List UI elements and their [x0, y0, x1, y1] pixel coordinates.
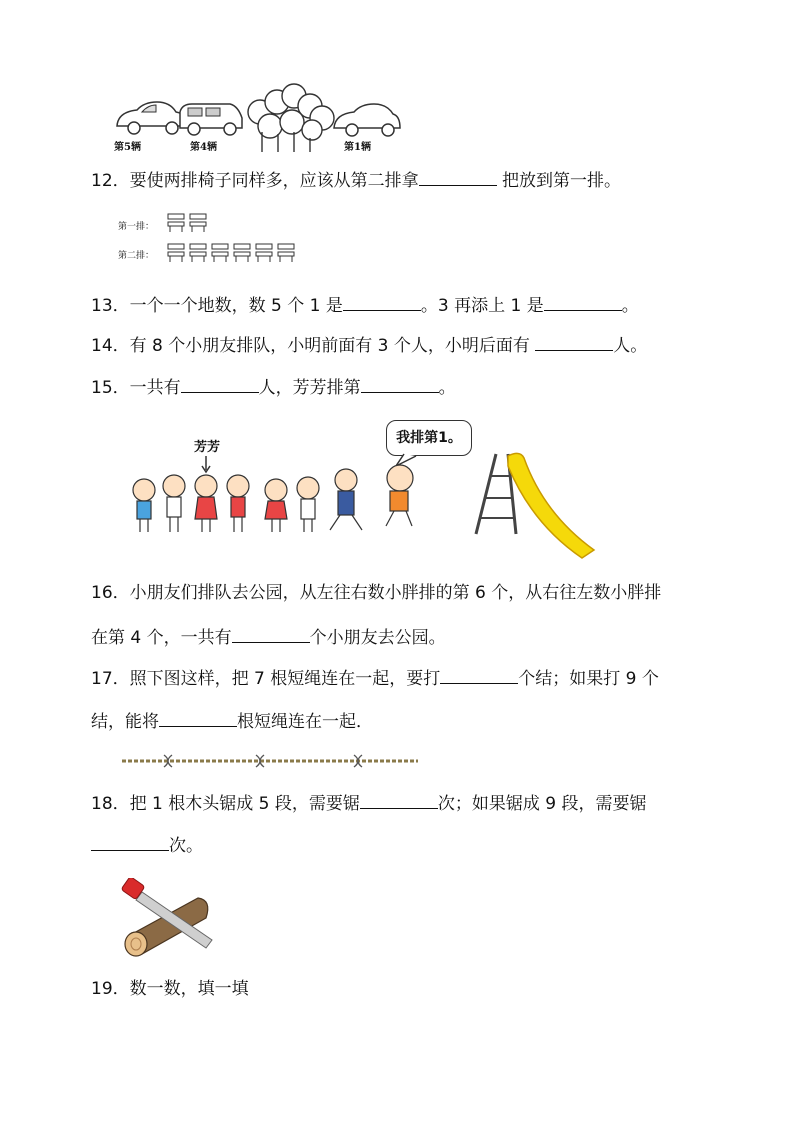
q14-blank[interactable] [535, 332, 613, 351]
q19-text: 19．数一数，填一填 [91, 979, 249, 999]
q16-line1: 16．小朋友们排队去公园，从左往右数小胖排的第 6 个，从右往左数小胖排 [91, 583, 662, 603]
chairs-figure [118, 210, 318, 270]
q15-text-a: 15．一共有 [91, 378, 181, 398]
q14-text-a: 14．有 8 个小朋友排队，小明前面有 3 个人，小明后面有 [91, 336, 536, 356]
q15-blank-2[interactable] [361, 374, 439, 393]
car-1-icon [334, 104, 400, 136]
q13-text-c: 。 [621, 296, 639, 316]
cars-figure [112, 82, 402, 154]
q12-text-b: 把放到第一排。 [496, 171, 622, 191]
log-icon [125, 898, 208, 956]
q17-blank-2[interactable] [159, 708, 237, 727]
chairs-row1-label: 第一排： [118, 222, 155, 232]
children-icon [133, 465, 413, 532]
row1-chairs [168, 214, 206, 232]
q17-line1-b: 个结；如果打 9 个 [518, 669, 659, 689]
q13-text-b: 。3 再添上 1 是 [420, 296, 544, 316]
q18-line1-b: 次；如果锯成 9 段，需要锯 [437, 794, 647, 814]
question-17-line-2 [91, 708, 373, 734]
car-1-label: 第1辆 [344, 142, 371, 153]
q18-line2-b: 次。 [169, 836, 203, 856]
fangfang-label: 芳芳 [194, 440, 221, 455]
row2-chairs [168, 244, 294, 262]
question-16-line-1 [91, 581, 661, 605]
q16-line2-b: 个小朋友去公园。 [309, 628, 446, 648]
van-4-icon [180, 104, 242, 135]
q16-line2-a: 在第 4 个，一共有 [91, 628, 232, 648]
question-18-line-1 [91, 790, 647, 816]
car-5-label: 第5辆 [114, 142, 141, 153]
q15-text-b: 人，芳芳排第 [258, 378, 361, 398]
slide-icon [476, 453, 594, 558]
q14-text-b: 人。 [613, 336, 648, 356]
rope-figure [120, 752, 420, 770]
q13-blank-2[interactable] [544, 292, 622, 311]
q17-line1-a: 17．照下图这样，把 7 根短绳连在一起，要打 [91, 669, 441, 689]
q15-blank-1[interactable] [181, 374, 259, 393]
question-19 [91, 977, 249, 1001]
q17-line2-b: 根短绳连在一起． [237, 712, 373, 732]
question-13 [91, 292, 639, 318]
q12-blank[interactable] [419, 167, 497, 186]
q15-text-c: 。 [438, 378, 456, 398]
queue-figure [124, 416, 604, 562]
trees-icon [248, 84, 334, 152]
question-12 [91, 167, 621, 193]
q13-text-a: 13．一个一个地数，数 5 个 1 是 [91, 296, 343, 316]
chairs-row2-label: 第二排： [118, 251, 155, 261]
question-14 [91, 332, 647, 358]
q18-blank-2[interactable] [91, 832, 169, 851]
q18-blank-1[interactable] [360, 790, 438, 809]
question-15 [91, 374, 456, 400]
saw-log-figure [118, 878, 218, 960]
q17-line2-a: 结，能将 [91, 712, 159, 732]
van-4-label: 第4辆 [190, 142, 217, 153]
car-5-icon [117, 102, 188, 134]
q17-blank-1[interactable] [440, 665, 518, 684]
q16-blank[interactable] [232, 624, 310, 643]
q18-line1-a: 18．把 1 根木头锯成 5 段，需要锯 [91, 794, 360, 814]
question-18-line-2 [91, 832, 203, 858]
q13-blank-1[interactable] [343, 292, 421, 311]
question-17-line-1 [91, 665, 659, 691]
question-16-line-2 [91, 624, 446, 650]
q12-text-a: 12．要使两排椅子同样多，应该从第二排拿 [91, 171, 419, 191]
speech-text: 我排第1。 [396, 430, 462, 446]
